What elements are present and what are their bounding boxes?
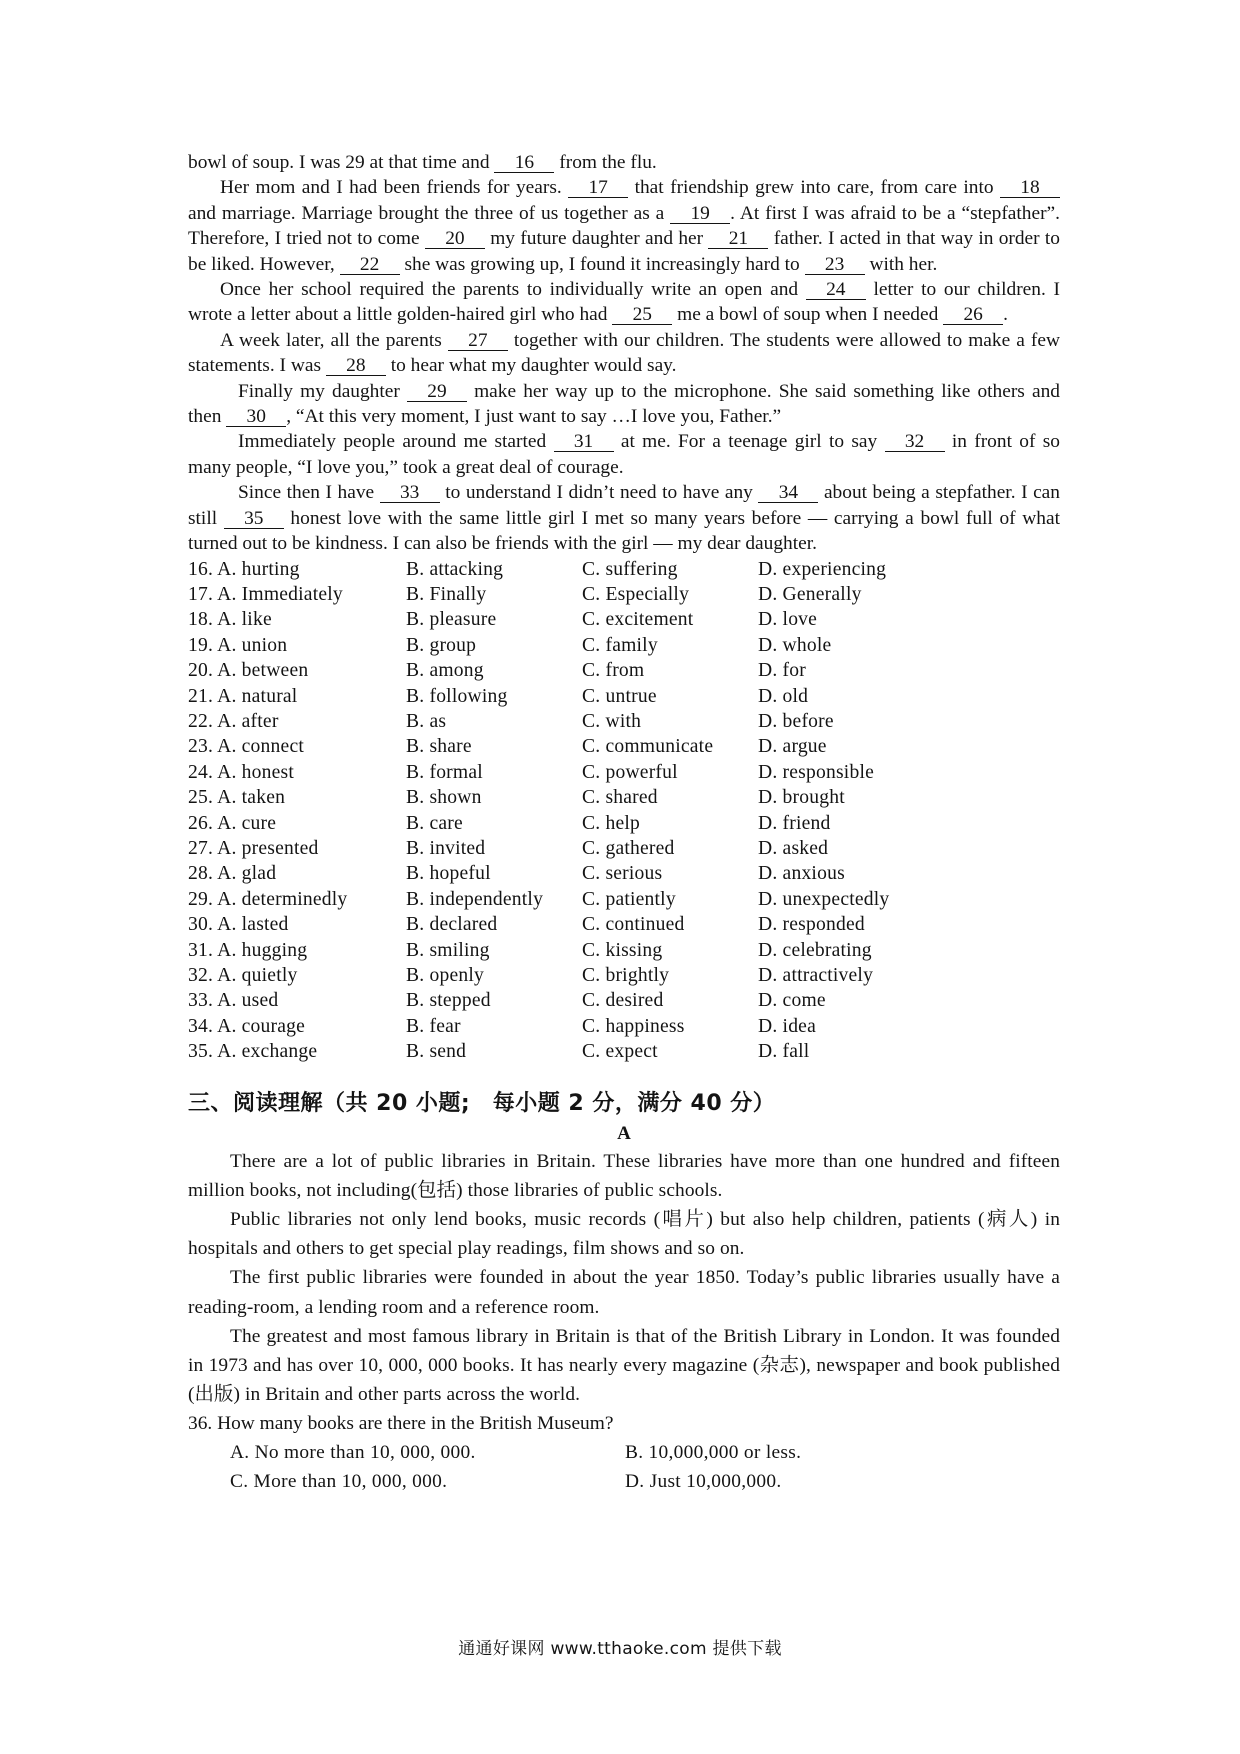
option-d: D. Generally (758, 583, 862, 605)
option-d: D. whole (758, 634, 832, 656)
text: Finally my daughter (238, 380, 407, 402)
text: Once her school required the parents to individually write an open and (220, 279, 806, 301)
option-c: C. from (582, 660, 645, 682)
option-row-23 (188, 734, 1060, 759)
option-b: B. shown (406, 787, 482, 809)
option-c: C. help (582, 812, 640, 834)
text: me a bowl of soup when I needed (672, 304, 944, 326)
option-d: D. for (758, 660, 806, 682)
blank-33: 33 (380, 483, 440, 503)
blank-18: 18 (1000, 178, 1060, 198)
option-a: 30. A. lasted (188, 914, 289, 936)
text: about being a stepfather. I can still (188, 482, 1060, 529)
option-a: 33. A. used (188, 990, 279, 1012)
text: letter to our children. I wrote a letter about a little golden-haired girl who had (188, 279, 1060, 326)
option-a: 20. A. between (188, 660, 309, 682)
reading-paragraph: The greatest and most famous library in Britain is that of the British Library in London. It was founded in 1973 and has over 10, 000, 000 books. It has nearly every magazine (杂志), newspaper and book published (出版) in Britain and other parts across the world. (188, 1325, 1060, 1406)
reading-paragraph: There are a lot of public libraries in Britain. These libraries have more than one hundred and fifteen million books, not including(包括) those libraries of public schools. (188, 1150, 1060, 1201)
option-b: B. invited (406, 837, 486, 859)
option-c: C. patiently (582, 888, 676, 910)
blank-17: 17 (568, 178, 628, 198)
blank-20: 20 (425, 229, 485, 249)
option-a: 26. A. cure (188, 812, 277, 834)
option-d: D. responsible (758, 761, 874, 783)
option-b: B. Finally (406, 583, 487, 605)
text: at me. For a teenage girl to say (613, 431, 885, 453)
option-row-26 (188, 811, 1060, 836)
option-d: D. attractively (758, 965, 874, 986)
option-d: D. brought (758, 787, 845, 809)
text: with her. (864, 253, 938, 275)
option-a: 29. A. determinedly (188, 888, 348, 910)
option-b: B. declared (406, 914, 498, 936)
blank-23: 23 (805, 255, 865, 275)
option-a: 17. A. Immediately (188, 583, 343, 605)
text: my future daughter and her (484, 228, 709, 250)
option-row-24 (188, 760, 1060, 785)
option-a: 16. A. hurting (188, 558, 300, 580)
text: make her way up to the microphone. She said something like others and then (188, 380, 1060, 428)
option-c: C. suffering (582, 558, 678, 580)
question-option-c: C. More than 10, 000, 000. (230, 1471, 448, 1493)
option-a: 18. A. like (188, 609, 272, 631)
option-c: C. powerful (582, 761, 678, 783)
option-row-19 (188, 633, 1060, 658)
option-d: D. argue (758, 736, 827, 758)
option-b: B. formal (406, 761, 483, 783)
text: Her mom and I had been friends for years. (220, 177, 569, 199)
option-d: D. come (758, 990, 826, 1012)
option-c: C. gathered (582, 837, 675, 859)
option-row-21 (188, 684, 1060, 709)
option-c: C. brightly (582, 965, 670, 986)
option-row-29 (188, 887, 1060, 912)
cloze-options-list (188, 557, 1060, 1065)
text: from the flu. (554, 152, 657, 173)
option-d: D. fall (758, 1041, 810, 1063)
text: bowl of soup. I was 29 at that time and (188, 152, 495, 173)
option-c: C. untrue (582, 685, 657, 707)
option-b: B. attacking (406, 558, 504, 580)
exam-page (188, 150, 1060, 1496)
cloze-paragraph-4 (188, 328, 1060, 379)
option-row-34 (188, 1014, 1060, 1039)
text: . (1003, 304, 1009, 326)
blank-35: 35 (224, 509, 284, 529)
option-d: D. anxious (758, 863, 845, 885)
text: together with our children. The students were allowed to make a few statements. I was (188, 329, 1061, 377)
reading-paragraph: The first public libraries were founded in about the year 1850. Today’s public libraries usually have a reading-room, a lending room and a reference room. (188, 1267, 1060, 1318)
option-a: 24. A. honest (188, 761, 295, 783)
question-option-b: B. 10,000,000 or less. (625, 1442, 802, 1464)
option-c: C. expect (582, 1041, 658, 1063)
option-row-33 (188, 988, 1060, 1013)
cloze-paragraph-2 (188, 175, 1060, 277)
option-d: D. unexpectedly (758, 888, 890, 910)
option-c: C. kissing (582, 939, 663, 961)
option-b: B. independently (406, 888, 544, 910)
option-row-25 (188, 785, 1060, 810)
text: in front of so many people, “I love you,” took a great deal of courage. (188, 431, 1061, 478)
blank-21: 21 (708, 229, 768, 249)
text: she was growing up, I found it increasingly hard to (399, 253, 805, 275)
option-b: B. smiling (406, 939, 490, 961)
blank-24: 24 (806, 280, 866, 300)
question-option-d: D. Just 10,000,000. (625, 1471, 782, 1493)
option-a: 22. A. after (188, 710, 279, 732)
cloze-paragraph-1 (188, 150, 1060, 175)
cloze-paragraph-3 (188, 277, 1060, 328)
section-title: 三、阅读理解（共 20 小题; 每小题 2 分，满分 40 分） (188, 1090, 776, 1116)
option-b: B. as (406, 710, 447, 732)
blank-30: 30 (226, 407, 286, 427)
option-row-31 (188, 938, 1060, 963)
option-c: C. communicate (582, 736, 714, 758)
blank-19: 19 (670, 204, 730, 224)
question-stem: 36. How many books are there in the British Museum? (188, 1413, 614, 1435)
cloze-paragraph-5 (188, 379, 1060, 430)
option-row-18 (188, 607, 1060, 632)
option-row-30 (188, 912, 1060, 937)
option-row-32 (188, 963, 1060, 988)
text: . At first I was afraid to be a “stepfather”. Therefore, I tried not to come (188, 202, 1061, 250)
cloze-paragraph-6 (188, 429, 1060, 480)
option-b: B. care (406, 812, 463, 834)
text: and marriage. Marriage brought the three of us together as a (188, 202, 671, 224)
text: to hear what my daughter would say. (385, 355, 677, 377)
blank-27: 27 (448, 331, 508, 351)
option-c: C. happiness (582, 1015, 685, 1037)
option-a: 34. A. courage (188, 1015, 306, 1037)
text: Immediately people around me started (238, 431, 554, 453)
option-c: C. with (582, 710, 642, 732)
option-row-28 (188, 861, 1060, 886)
option-c: C. serious (582, 863, 663, 885)
option-row-16 (188, 557, 1060, 582)
blank-16: 16 (494, 153, 554, 173)
blank-31: 31 (554, 432, 614, 452)
option-b: B. fear (406, 1015, 461, 1037)
blank-25: 25 (612, 305, 672, 325)
option-b: B. pleasure (406, 609, 497, 631)
question-option-a: A. No more than 10, 000, 000. (230, 1442, 476, 1464)
option-d: D. love (758, 609, 818, 631)
option-b: B. openly (406, 965, 484, 986)
option-a: 25. A. taken (188, 787, 286, 809)
option-b: B. share (406, 736, 472, 758)
option-a: 21. A. natural (188, 685, 298, 707)
text: to understand I didn’t need to have any (439, 482, 759, 504)
option-c: C. Especially (582, 583, 690, 605)
option-b: B. among (406, 660, 484, 682)
option-d: D. old (758, 685, 809, 707)
option-b: B. stepped (406, 990, 491, 1012)
option-d: D. responded (758, 914, 865, 936)
passage-label: A (617, 1122, 631, 1144)
blank-26: 26 (943, 305, 1003, 325)
option-d: D. asked (758, 837, 829, 859)
option-d: D. idea (758, 1015, 816, 1037)
text: honest love with the same little girl I met so many years before — carrying a bowl full of what turned out to be kindness. I can also be friends with the girl — my dear daughter. (188, 507, 1060, 555)
option-row-27 (188, 836, 1060, 861)
option-row-20 (188, 658, 1060, 683)
option-a: 19. A. union (188, 634, 288, 656)
question-options (188, 1438, 1060, 1496)
reading-paragraph: Public libraries not only lend books, music records (唱片) but also help children, patients (病人) in hospitals and others to get special play readings, film shows and so on. (188, 1209, 1060, 1260)
option-c: C. shared (582, 787, 658, 809)
option-a: 23. A. connect (188, 736, 304, 758)
text: father. I acted in that way in order to be liked. However, (188, 228, 1060, 275)
option-a: 27. A. presented (188, 837, 319, 859)
option-b: B. group (406, 634, 477, 656)
option-row-35 (188, 1039, 1060, 1064)
option-b: B. send (406, 1041, 467, 1063)
blank-28: 28 (326, 356, 386, 376)
option-d: D. experiencing (758, 558, 887, 580)
option-row-17 (188, 582, 1060, 607)
option-b: B. following (406, 685, 508, 707)
option-c: C. family (582, 634, 658, 656)
option-a: 31. A. hugging (188, 939, 308, 961)
option-row-22 (188, 709, 1060, 734)
cloze-paragraph-7 (188, 480, 1060, 556)
text: , “At this very moment, I just want to say …I love you, Father.” (286, 406, 782, 428)
option-a: 32. A. quietly (188, 965, 298, 986)
blank-32: 32 (885, 432, 945, 452)
blank-22: 22 (340, 255, 400, 275)
blank-34: 34 (758, 483, 818, 503)
option-c: C. continued (582, 914, 685, 936)
text: A week later, all the parents (220, 329, 448, 351)
text: Since then I have (238, 482, 380, 504)
option-c: C. desired (582, 990, 664, 1012)
page-footer: 通通好课网 www.tthaoke.com 提供下载 (458, 1639, 782, 1659)
text: that friendship grew into care, from care into (628, 177, 1000, 199)
option-d: D. friend (758, 812, 831, 834)
option-c: C. excitement (582, 609, 694, 631)
option-d: D. celebrating (758, 939, 872, 961)
option-b: B. hopeful (406, 863, 491, 885)
option-a: 35. A. exchange (188, 1041, 318, 1063)
option-a: 28. A. glad (188, 863, 277, 885)
blank-29: 29 (407, 382, 467, 402)
option-d: D. before (758, 710, 834, 732)
